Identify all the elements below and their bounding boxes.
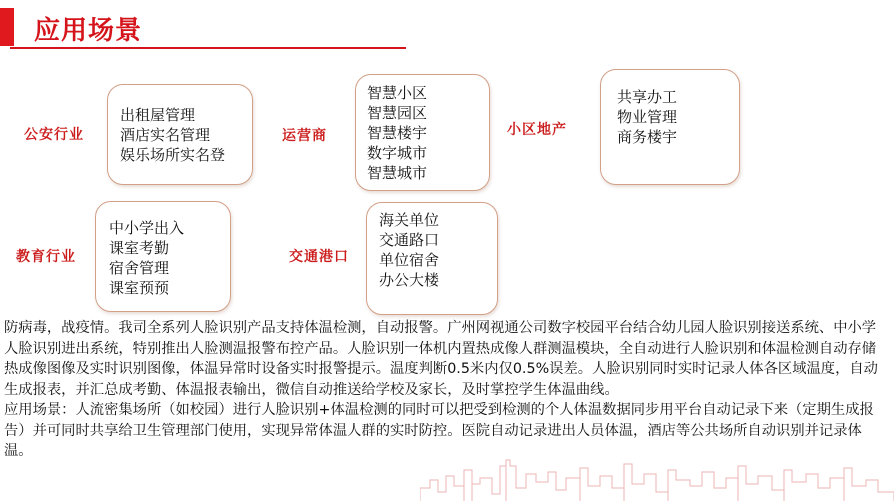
list-item: 单位宿舍 xyxy=(379,251,440,269)
title-accent-bar xyxy=(0,8,14,46)
description-paragraph-1: 防病毒，战疫情。我司全系列人脸识别产品支持体温检测，自动报警。广州网视通公司数字校园平台结合幼儿园人脸识别接送系统、中小学人脸识别进出系统，特别推出人脸测温报警布控产品。人脸识别一体机内置热成像人群测温模块，全自动进行人脸识别和体温检测自动存储热成像图像及实时识别图像，体温异常时设备实时报警提示。温度判断0.5米内仅0.5%误差。人脸识别同时实时记录人体各区域温度，自动生成报表，并汇总成考勤、体温报表输出，微信自动推送给学校及家长，及时掌控学生体温曲线。 xyxy=(4,320,878,398)
title-divider xyxy=(10,47,406,49)
list-item: 智慧楼宇 xyxy=(367,124,428,142)
category-label-education: 教育行业 xyxy=(16,249,76,265)
list-item: 物业管理 xyxy=(617,108,678,126)
page-title: 应用场景 xyxy=(34,16,143,46)
list-item: 酒店实名管理 xyxy=(120,126,211,144)
city-skyline-decoration xyxy=(420,458,894,501)
description-paragraph-2: 应用场景：人流密集场所（如校园）进行人脸识别+体温检测的同时可以把受到检测的个人体温数据同步用平台自动记录下来（定期生成报告）并可同时共享给卫生管理部门使用，实现异常体温人群的实时防控。医院自动记录进出人员体温，酒店等公共场所自动识别并记录体温。 xyxy=(4,402,874,459)
list-item: 数字城市 xyxy=(367,144,428,162)
education-list xyxy=(109,218,230,298)
list-item: 出租屋管理 xyxy=(120,106,196,124)
list-item: 交通路口 xyxy=(379,231,440,249)
list-item: 宿舍管理 xyxy=(109,259,170,277)
list-item: 智慧城市 xyxy=(367,164,428,182)
category-label-public-security: 公安行业 xyxy=(24,127,84,143)
list-item: 中小学出入 xyxy=(109,219,185,237)
list-item: 办公大楼 xyxy=(379,271,440,289)
education-box xyxy=(95,201,231,312)
description-text xyxy=(4,318,890,462)
list-item: 商务楼宇 xyxy=(617,128,678,146)
transport-list xyxy=(379,210,497,290)
category-label-real-estate: 小区地产 xyxy=(507,122,567,138)
list-item: 娱乐场所实名登 xyxy=(120,146,226,164)
transport-box xyxy=(366,202,498,315)
operators-list xyxy=(367,83,489,183)
list-item: 智慧园区 xyxy=(367,104,428,122)
list-item: 海关单位 xyxy=(379,211,440,229)
list-item: 智慧小区 xyxy=(367,84,428,102)
category-label-transport: 交通港口 xyxy=(289,249,349,265)
list-item: 课室考勤 xyxy=(109,239,170,257)
category-label-operators: 运营商 xyxy=(282,128,327,144)
real-estate-box xyxy=(600,69,740,185)
list-item: 课室预预 xyxy=(109,279,170,297)
public-security-list xyxy=(120,105,252,165)
real-estate-list xyxy=(617,87,739,147)
operators-box xyxy=(355,74,490,191)
list-item: 共享办工 xyxy=(617,88,678,106)
public-security-box xyxy=(107,84,253,185)
